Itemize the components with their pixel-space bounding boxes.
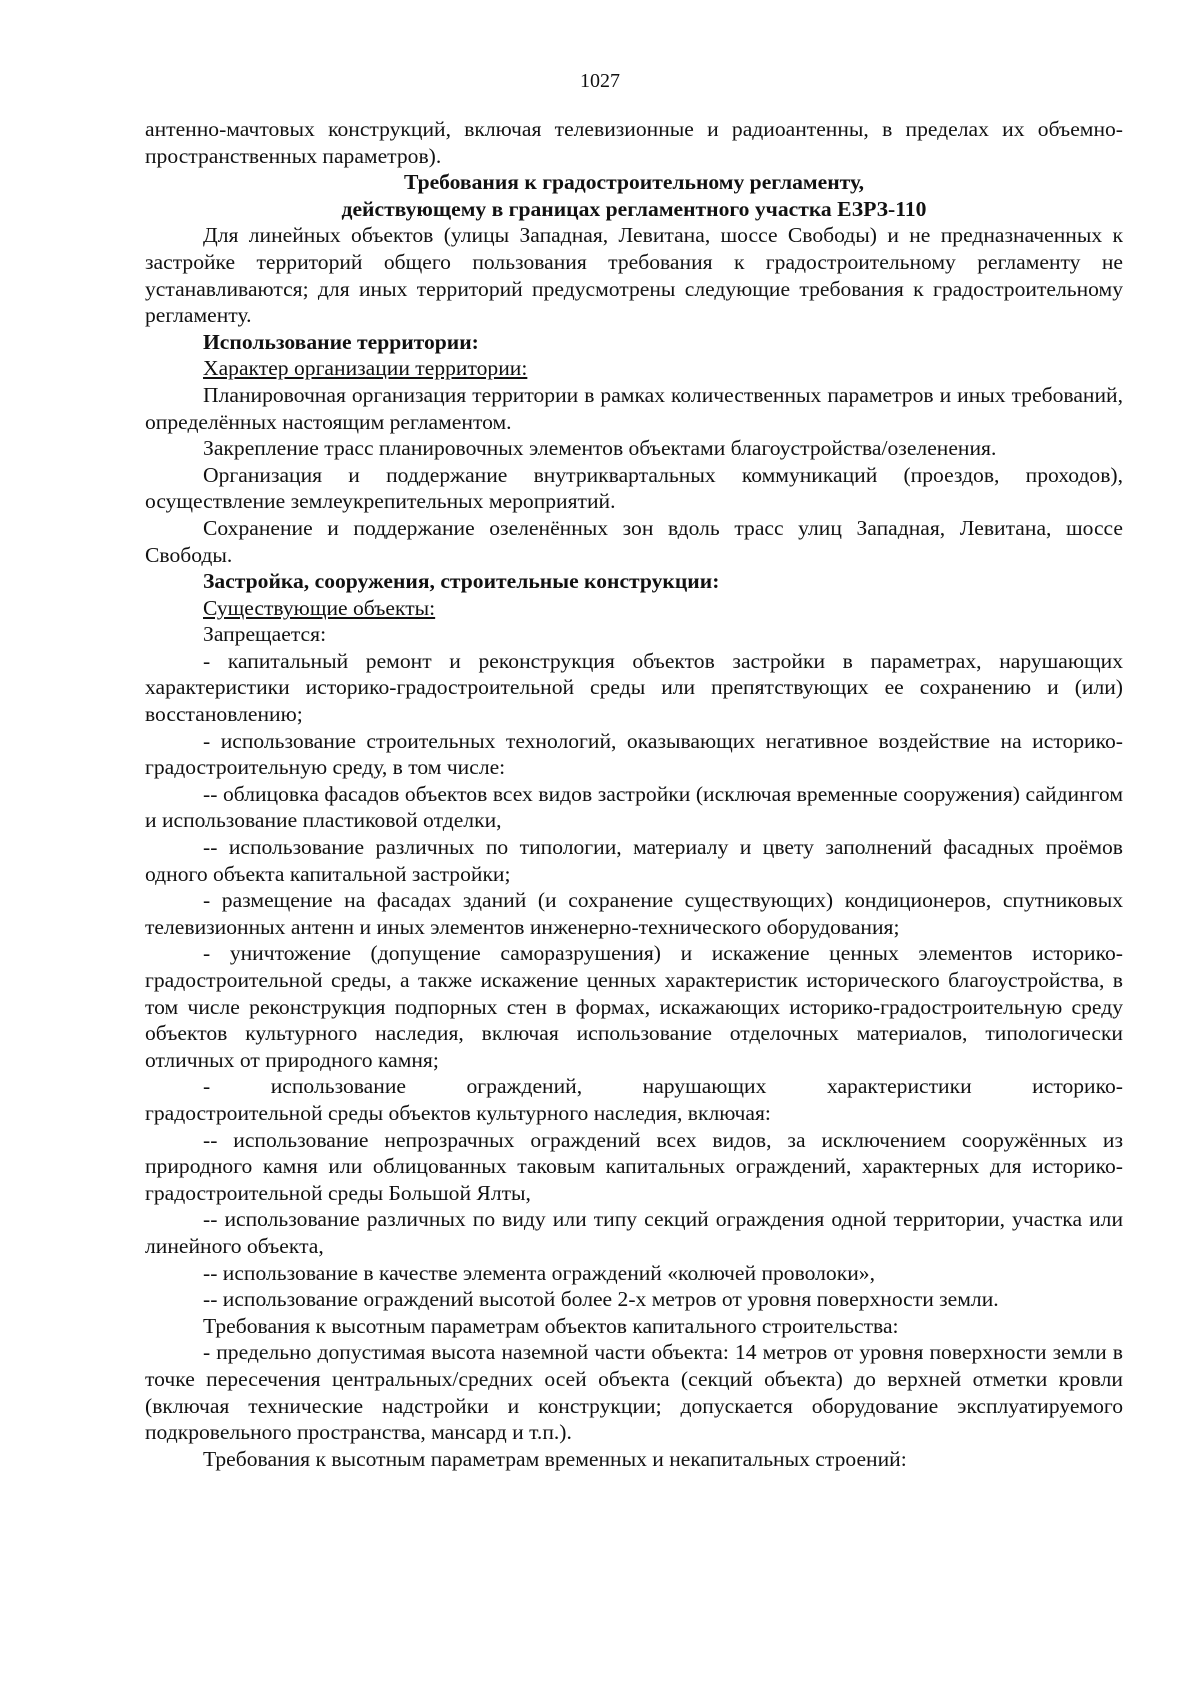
paragraph: Для линейных объектов (улицы Западная, Левитана, шоссе Свободы) и не предназначенных к застройке территорий общего пользования требования к градостроительному регламенту не устанавливаются; для иных территорий предусмотрены следующие требования к градостроительному регламенту. (145, 223, 1123, 328)
paragraph: Планировочная организация территории в рамках количественных параметров и иных требований, определённых настоящим регламентом. (145, 382, 1123, 434)
underlined-subheading: Характер организации территории: (203, 356, 528, 381)
list-item: - капитальный ремонт и реконструкция объектов застройки в параметрах, нарушающих характеристики историко-градостроительной среды или препятствующих ее сохранению и (или) восстановлению; (145, 648, 1123, 727)
sub-list-item: -- использование ограждений высотой более 2-х метров от уровня поверхности земли. (203, 1287, 999, 1312)
list-item-continuation: градостроительной среды объектов культурного наследия, включая: (145, 1100, 771, 1125)
underlined-subheading: Существующие объекты: (203, 595, 436, 620)
subheading: Застройка, сооружения, строительные конструкции: (203, 569, 720, 594)
paragraph: Сохранение и поддержание озеленённых зон вдоль трасс улиц Западная, Левитана, шоссе Свободы. (145, 515, 1123, 567)
sub-list-item: -- использование различных по виду или типу секций ограждения одной территории, участка или линейного объекта, (145, 1207, 1123, 1258)
subheading: Использование территории: (203, 329, 479, 354)
sub-list-item: -- использование непрозрачных ограждений всех видов, за исключением сооружённых из природного камня или облицованных таковым капитальных ограждений, характерных для историко-градостроительной среды Большой Ялты, (145, 1127, 1123, 1205)
list-item: - использование ограждений, нарушающих характеристики историко- (203, 1074, 1123, 1099)
paragraph: Организация и поддержание внутриквартальных коммуникаций (проездов, проходов), осуществление землеукрепительных мероприятий. (145, 462, 1123, 514)
list-item: - предельно допустимая высота наземной части объекта: 14 метров от уровня поверхности земли в точке пересечения центральных/средних осей объекта (секций объекта) до верхней отметки кровли (включая технические надстройки и конструкции; допускается оборудование эксплуатируемого подкровельного пространства, мансард и т.п.). (145, 1340, 1123, 1445)
paragraph: Закрепление трасс планировочных элементов объектами благоустройства/озеленения. (203, 436, 997, 461)
document-body (145, 116, 1123, 1472)
list-item: - размещение на фасадах зданий (и сохранение существующих) кондиционеров, спутниковых телевизионных антенн и иных элементов инженерно-технического оборудования; (145, 888, 1123, 939)
list-item: - использование строительных технологий, оказывающих негативное воздействие на историко-градостроительную среду, в том числе: (145, 728, 1123, 780)
paragraph: Требования к высотным параметрам объектов капитального строительства: (203, 1313, 899, 1338)
sub-list-item: -- использование различных по типологии, материалу и цвету заполнений фасадных проёмов одного объекта капитальной застройки; (145, 835, 1123, 886)
list-item: - уничтожение (допущение саморазрушения) и искажение ценных элементов историко-градостроительной среды, а также искажение ценных характеристик исторического благоустройства, в том числе реконструкция подпорных стен в формах, искажающих историко-градостроительную среду объектов культурного наследия, включая использование отделочных материалов, типологически отличных от природного камня; (145, 941, 1123, 1072)
paragraph: Требования к высотным параметрам временных и некапитальных строений: (203, 1446, 907, 1471)
section-heading: действующему в границах регламентного участка ЕЗРЗ-110 (341, 196, 927, 221)
page-number: 1027 (580, 70, 620, 92)
paragraph: антенно-мачтовых конструкций, включая телевизионные и радиоантенны, в пределах их объемно-пространственных параметров). (145, 117, 1123, 168)
paragraph: Запрещается: (203, 622, 327, 647)
section-heading: Требования к градостроительному регламенту, (403, 170, 864, 195)
sub-list-item: -- облицовка фасадов объектов всех видов застройки (исключая временные сооружения) сайдингом и использование пластиковой отделки, (145, 781, 1123, 833)
sub-list-item: -- использование в качестве элемента ограждений «колючей проволоки», (203, 1260, 875, 1285)
